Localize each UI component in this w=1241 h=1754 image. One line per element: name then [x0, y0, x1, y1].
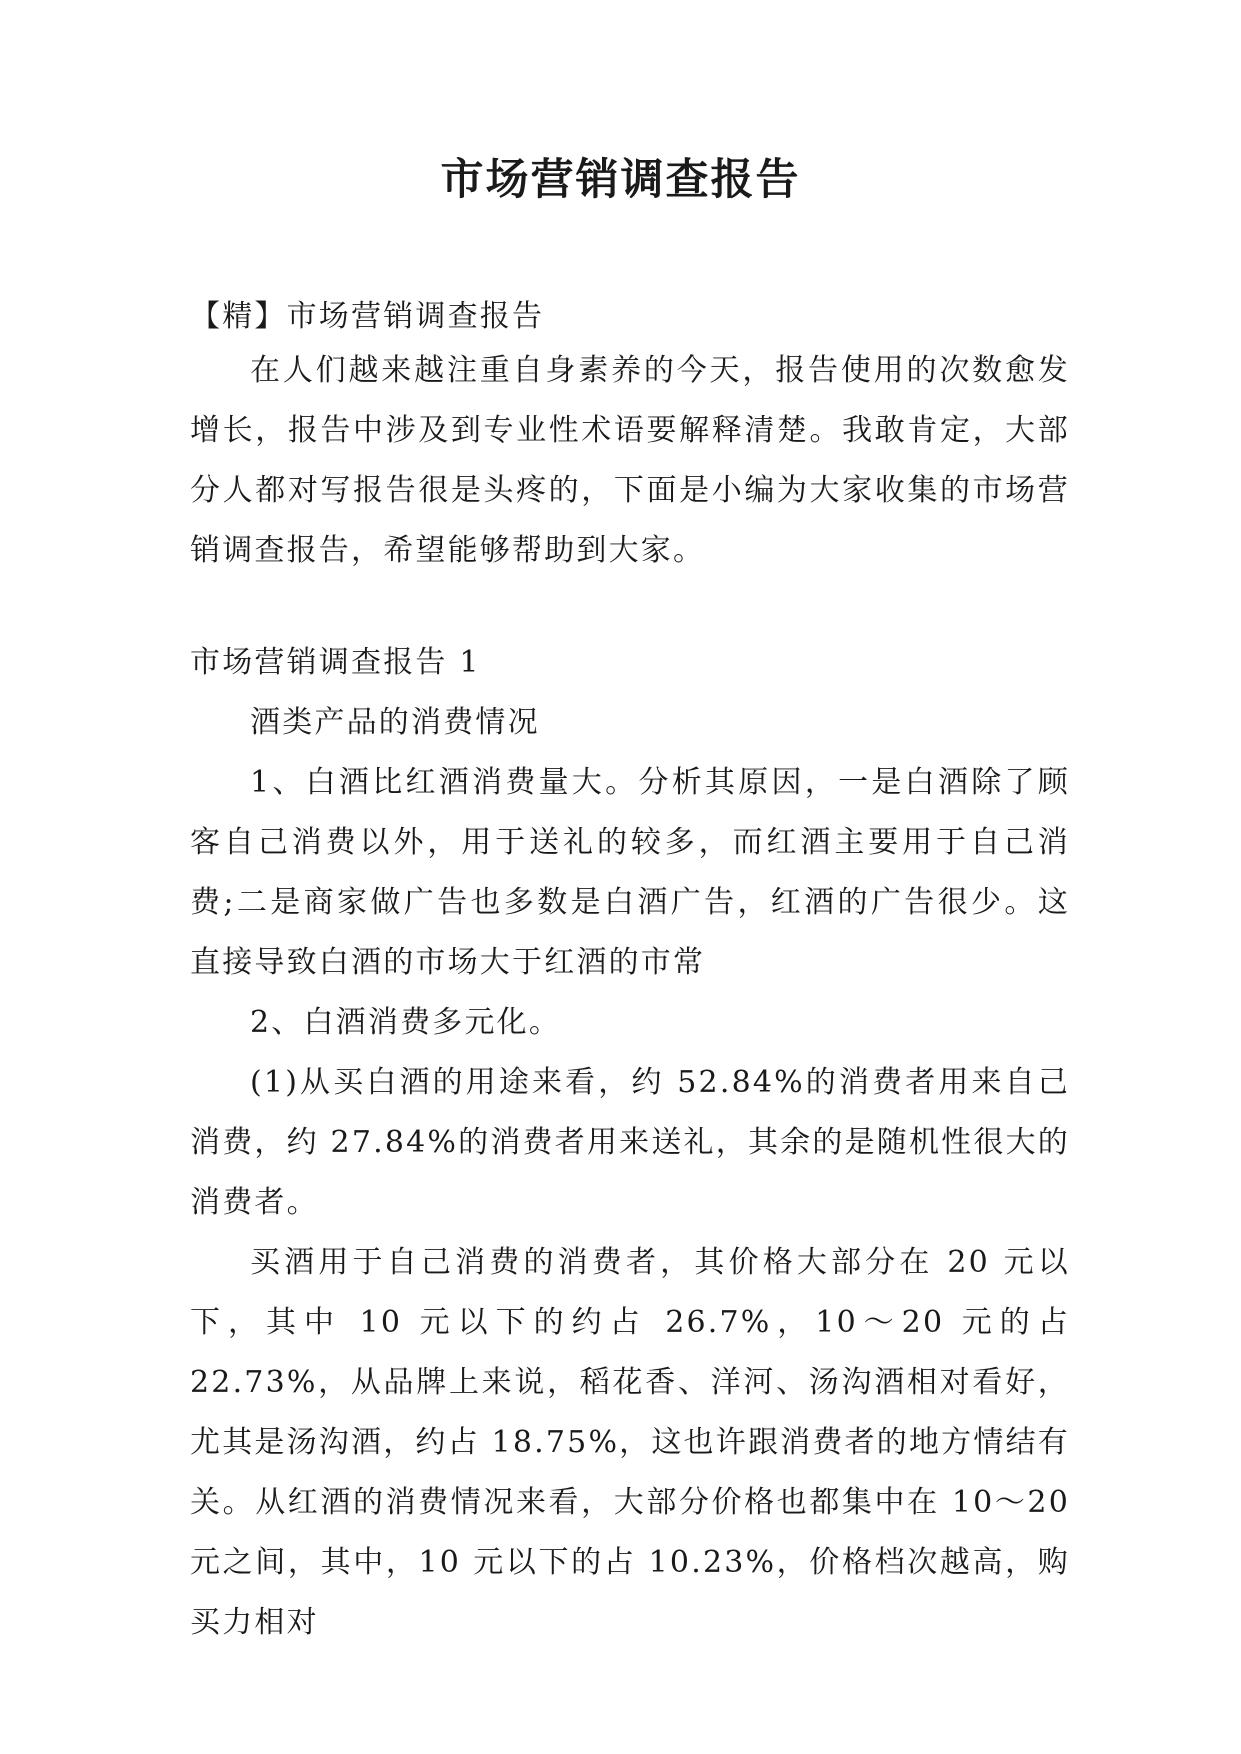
body-paragraph: 买酒用于自己消费的消费者，其价格大部分在 20 元以下，其中 10 元以下的约占 26.7%，10～20 元的占 22.73%，从品牌上来说，稻花香、洋河、汤沟酒相对看好，尤其是汤沟酒，约占 18.75%，这也许跟消费者的地方情结有关。从红酒的消费情况来看，大部分价格也都集中在 10～20 元之间，其中，10 元以下的占 10.23%，价格档次越高，购买力相对 — [190, 1245, 1070, 1640]
intro-paragraph: 在人们越来越注重自身素养的今天，报告使用的次数愈发增长，报告中涉及到专业性术语要解释清楚。我敢肯定，大部分人都对写报告很是头疼的，下面是小编为大家收集的市场营销调查报告，希望能够帮助到大家。 — [190, 353, 1070, 568]
section-subheading: 酒类产品的消费情况 — [250, 705, 540, 740]
document-subtitle: 【精】市场营销调查报告 — [190, 299, 545, 334]
section-heading: 市场营销调查报告 1 — [190, 645, 481, 680]
document-title: 市场营销调查报告 — [440, 155, 801, 205]
report-section-1 — [190, 633, 1070, 1653]
body-paragraph: (1)从买白酒的用途来看，约 52.84%的消费者用来自己消费，约 27.84%的消费者用来送礼，其余的是随机性很大的消费者。 — [190, 1065, 1070, 1220]
body-paragraph: 2、白酒消费多元化。 — [250, 1005, 562, 1040]
intro-section — [190, 341, 1070, 581]
body-paragraph: 1、白酒比红酒消费量大。分析其原因，一是白酒除了顾客自己消费以外，用于送礼的较多，而红酒主要用于自己消费;二是商家做广告也多数是白酒广告，红酒的广告很少。这直接导致白酒的市场大于红酒的市常 — [190, 765, 1070, 980]
